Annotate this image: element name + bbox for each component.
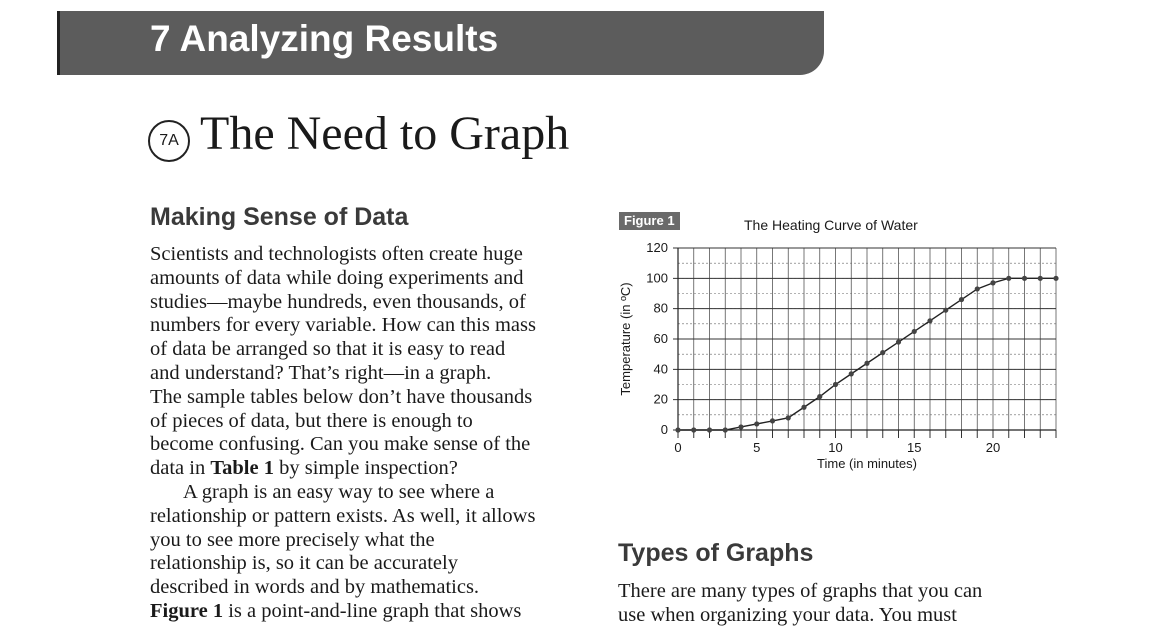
- data-point: [1022, 276, 1027, 281]
- body-text: data in: [150, 457, 211, 480]
- body-line: relationship is, so it can be accurately: [150, 552, 458, 575]
- body-line: The sample tables below don’t have thousands: [150, 385, 533, 408]
- body-line: Scientists and technologists often create huge: [150, 243, 523, 265]
- data-point: [849, 371, 854, 376]
- body-text: is a point-and-line graph that shows: [223, 599, 522, 622]
- chapter-title: 7 Analyzing Results: [150, 18, 499, 59]
- data-point: [880, 350, 885, 355]
- data-point: [864, 361, 869, 366]
- table-reference: Table 1: [210, 457, 274, 480]
- data-point: [1038, 276, 1043, 281]
- body-line: described in words and by mathematics.: [150, 576, 480, 599]
- heating-curve-chart: [610, 240, 1070, 485]
- figure-reference: Figure 1: [150, 599, 224, 622]
- body-line: studies—maybe hundreds, even thousands, of: [150, 290, 526, 313]
- right-body-text: [618, 580, 982, 628]
- data-point: [738, 424, 743, 429]
- data-point: [959, 297, 964, 302]
- data-point: [723, 427, 728, 432]
- y-tick-label: 40: [653, 361, 668, 377]
- body-line: of pieces of data, but there is enough to: [150, 409, 473, 432]
- data-point: [990, 280, 995, 285]
- figure-badge: Figure 1: [619, 212, 680, 230]
- left-subhead: Making Sense of Data: [150, 203, 409, 231]
- chart-title: The Heating Curve of Water: [744, 217, 918, 233]
- y-tick-label: 80: [653, 300, 668, 316]
- x-axis-label: Time (in minutes): [817, 456, 917, 471]
- x-tick-label: 10: [828, 440, 843, 455]
- body-line: relationship or pattern exists. As well, it allows: [150, 504, 536, 527]
- y-tick-label: 100: [646, 270, 668, 286]
- body-line: use when organizing your data. You must: [618, 603, 957, 626]
- x-tick-label: 0: [674, 440, 682, 455]
- data-point: [786, 415, 791, 420]
- y-tick-label: 20: [653, 391, 668, 407]
- body-line: of data be arranged so that it is easy to read: [150, 338, 506, 361]
- body-line-figure-ref: [150, 600, 595, 624]
- data-point: [943, 308, 948, 313]
- body-text: by simple inspection?: [273, 457, 458, 480]
- body-line: and understand? That’s right—in a graph.: [150, 361, 492, 384]
- data-point: [707, 427, 712, 432]
- data-point: [675, 427, 680, 432]
- data-point: [1053, 276, 1058, 281]
- section-title: The Need to Graph: [200, 107, 570, 160]
- data-point: [896, 339, 901, 344]
- data-point: [754, 421, 759, 426]
- body-line: A graph is an easy way to see where a: [183, 480, 495, 503]
- y-axis-label: Temperature (in ºC): [618, 282, 633, 396]
- body-line: numbers for every variable. How can this mass: [150, 314, 536, 337]
- right-subhead: Types of Graphs: [618, 539, 814, 567]
- left-body-text: [150, 243, 595, 624]
- y-tick-label: 60: [653, 331, 668, 346]
- body-line-table-ref: [150, 457, 595, 481]
- body-line: amounts of data while doing experiments and: [150, 266, 524, 289]
- data-point: [817, 394, 822, 399]
- data-point: [801, 405, 806, 410]
- body-line: There are many types of graphs that you can: [618, 580, 983, 602]
- y-tick-label: 120: [646, 240, 668, 255]
- x-tick-label: 20: [985, 440, 1001, 455]
- x-tick-label: 15: [907, 440, 922, 455]
- data-point: [770, 418, 775, 423]
- body-line: you to see more precisely what the: [150, 528, 435, 551]
- data-point: [691, 427, 696, 432]
- data-point: [1006, 276, 1011, 281]
- body-line: become confusing. Can you make sense of the: [150, 433, 531, 456]
- x-tick-label: 5: [753, 440, 761, 455]
- data-point: [912, 329, 917, 334]
- y-tick-label: 0: [660, 422, 668, 437]
- data-point: [833, 382, 838, 387]
- data-point: [975, 286, 980, 291]
- data-point: [927, 318, 932, 323]
- section-badge: 7A: [148, 120, 190, 162]
